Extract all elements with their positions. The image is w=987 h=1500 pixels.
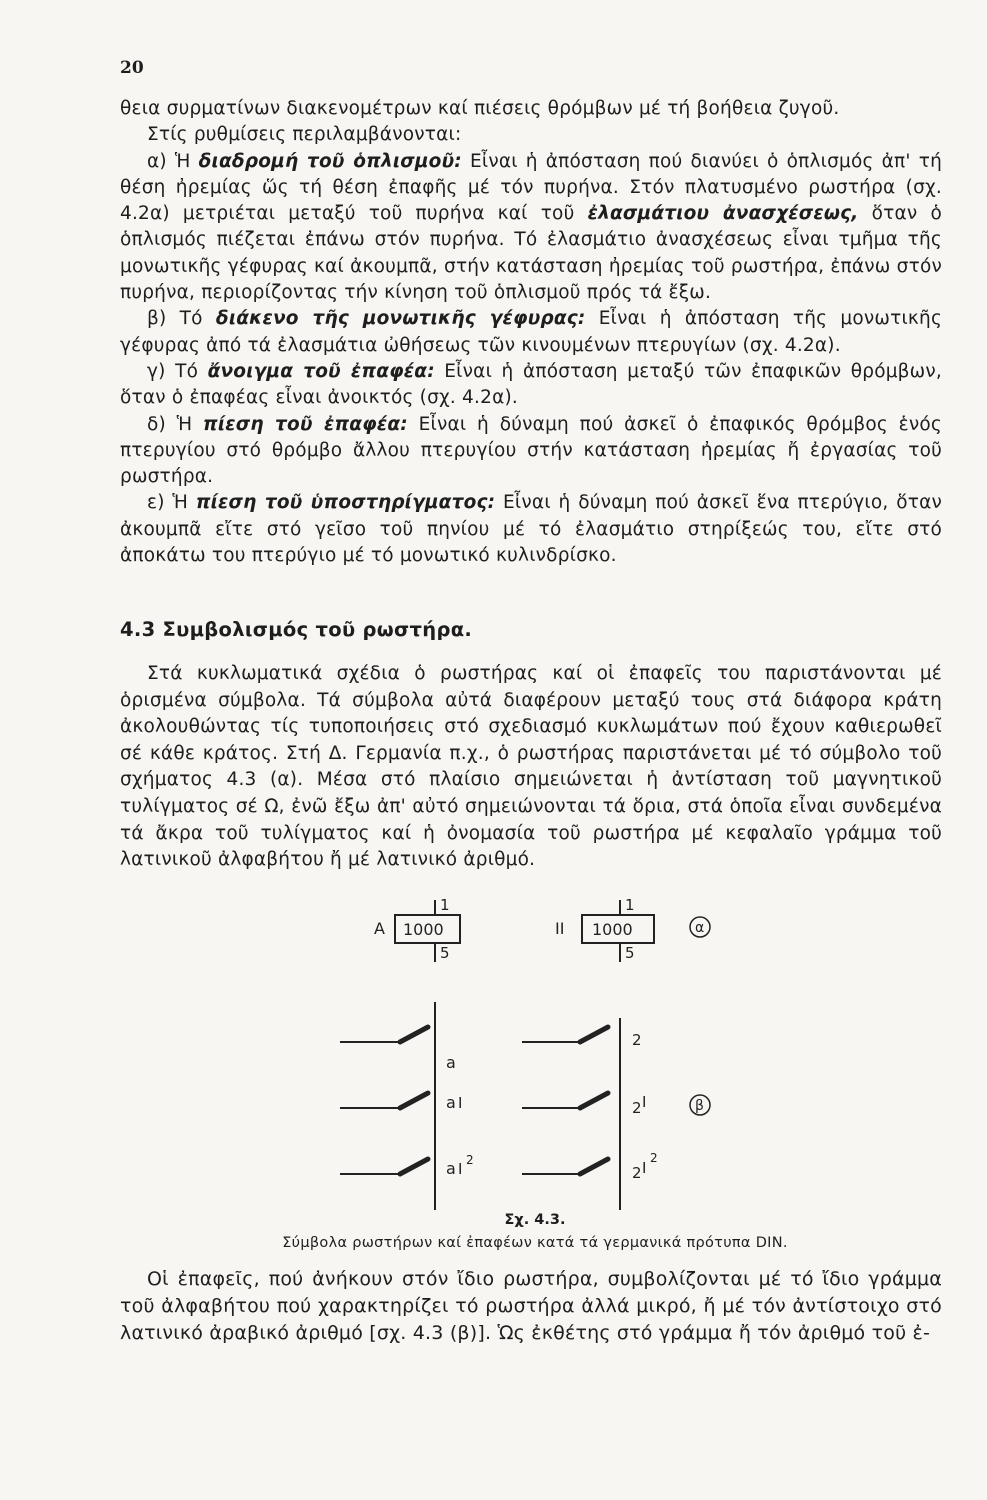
contact-b2-label: 2 [632, 1099, 642, 1117]
contact-a3-label: a [446, 1159, 456, 1178]
settings-list [120, 96, 942, 569]
term-stop-spring: ἐλασμάτιου ἀνασχέσεως, [587, 203, 859, 225]
figure-caption: Σύμβολα ρωστήρων καί ἐπαφέων κατά τά γερμανικά πρότυπα DIN. [282, 1235, 788, 1251]
list-item-contact-pressure: δ) Ἡ πίεση τοῦ ἐπαφέα: Εἶναι ἡ δύναμη πού ἀσκεῖ ὁ ἐπαφικός θρόμβος ἑνός πτερυγίου στό θρόμβο ἄλλου πτερυγίου στήν κατάσταση ἠρεμίας ἤ ἐργασίας τοῦ ρωστήρα. [120, 413, 942, 488]
section-paragraph: Στά κυκλωματικά σχέδια ὁ ρωστήρας καί οἱ ἐπαφεῖς του παριστάνονται μέ ὁρισμένα σύμβολα. Τά σύμβολα αὐτά διαφέρουν μεταξύ τους στά διάφορα κράτη ἀκολουθώντας τίς τυποποιήσεις στό σχεδιασμό κυκλωμάτων πού ἔχουν καθιερωθεῖ σέ κάθε κράτος. Στή Δ. Γερμανία π.χ., ὁ ρωστήρας παριστάνεται μέ τό σύμβολο τοῦ σχήματος 4.3 (α). Μέσα στό πλαίσιο σημειώνεται ἡ ἀντίσταση τοῦ μαγνητικοῦ τυλίγματος σέ Ω, ἐνῶ ἔξω ἀπ' αὐτό σημειώνονται τά ὅρια, στά ὁποῖα εἶναι συνδεμένα τά ἄκρα τοῦ τυλίγματος καί ἡ ὀνομασία τοῦ ρωστήρα μέ κεφαλαῖο γράμμα τοῦ λατινικοῦ ἀλφαβήτου ἤ μέ λατινικό ἀριθμό. [120, 663, 942, 871]
contact-b3-label: 2 [632, 1164, 642, 1182]
relay-b-top-pin: 1 [625, 896, 635, 914]
contact-b1-blade [580, 1027, 608, 1042]
relay-a-bottom-pin: 5 [440, 944, 450, 962]
relay-b-value: 1000 [592, 920, 633, 939]
relay-b-bottom-pin: 5 [625, 944, 635, 962]
list-item-gap: β) Τό διάκενο τῆς μονωτικῆς γέφυρας: Εἶναι ἡ ἀπόσταση τῆς μονωτικῆς γέφυρας ἀπό τά ἐλασμάτια ὠθήσεως τῶν κινουμένων πτερυγίων (σχ. 4.2α). [120, 308, 943, 356]
contact-b2-index: I [642, 1093, 647, 1111]
contact-b2-blade [580, 1093, 608, 1108]
contact-b1-label: 2 [632, 1031, 642, 1049]
term-support-pressure: πίεση τοῦ ὑποστηρίγματος: [195, 492, 496, 514]
figure-title: Σχ. 4.3. [504, 1212, 566, 1228]
relay-a-value: 1000 [403, 920, 444, 939]
list-item-travel: α) Ἡ διαδρομή τοῦ ὁπλισμοῦ: Εἶναι ἡ ἀπόσταση πού διανύει ὁ ὁπλισμός ἀπ' τή θέση ἠρεμίας ὥς τή θέση ἐπαφῆς μέ τόν πυρήνα. Στόν πλατυσμένο ρωστήρα (σχ. 4.2α) μετριέται μεταξύ τοῦ πυρήνα καί τοῦ ἐλασμάτιου ἀνασχέσεως, ὅταν ὁ ὁπλισμός πιέζεται ἐπάνω στόν πυρήνα. Τό ἐλασμάτιο ἀνασχέσεως εἶναι τμῆμα τῆς μονωτικῆς γέφυρας καί ἀκουμπᾶ, στήν κατάσταση ἠρεμίας τοῦ ρωστήρα, ἐπάνω στόν πυρήνα, περιορίζοντας τήν κίνηση τοῦ ὁπλισμοῦ πρός τά ἔξω. [120, 150, 943, 304]
contact-a1-label: a [446, 1053, 456, 1072]
list-item-support-pressure: ε) Ἡ πίεση τοῦ ὑποστηρίγματος: Εἶναι ἡ δύναμη πού ἀσκεῖ ἕνα πτερύγιο, ὅταν ἀκουμπᾶ εἴτε στό γεῖσο τοῦ πηνίου μέ τό ἐλασμάτιο στηρίξεώς του, εἴτε στό ἀποκάτω του πτερύγιο μέ τό μονωτικό κυλινδρίσκο. [120, 492, 943, 567]
contact-b3-blade [580, 1159, 608, 1174]
contact-a2-label: a [446, 1093, 456, 1112]
contact-a2-index: I [458, 1094, 463, 1112]
contact-b3-index: I [642, 1159, 647, 1177]
closing-paragraph: Οἱ ἐπαφεῖς, πού ἀνήκουν στόν ἴδιο ρωστήρα, συμβολίζονται μέ τό ἴδιο γράμμα τοῦ ἀλφαβήτου πού χαρακτηρίζει τό ρωστήρα ἀλλά μικρό, ἤ μέ τόν ἀντίστοιχο στό λατινικό ἀραβικό ἀριθμό [σχ. 4.3 (β)]. Ὡς ἐκθέτης στό γράμμα ἤ τόν ἀριθμό τοῦ ἐ- [120, 1268, 942, 1344]
relay-a-label: A [374, 919, 385, 938]
term-opening: ἄνοιγμα τοῦ ἐπαφέα: [207, 360, 435, 382]
contact-a3-blade [400, 1159, 428, 1174]
list-item-opening: γ) Τό ἄνοιγμα τοῦ ἐπαφέα: Εἶναι ἡ ἀπόσταση μεταξύ τῶν ἐπαφικῶν θρόμβων, ὅταν ὁ ἐπαφέας εἶναι ἀνοικτός (σχ. 4.2α). [120, 360, 942, 409]
relay-b-label: II [555, 919, 565, 938]
closing-body [120, 1266, 942, 1347]
figure-relay-symbols [300, 880, 750, 1260]
tag-alpha: α [695, 920, 705, 936]
tag-beta: β [695, 1098, 704, 1114]
relay-symbol-drawing [300, 880, 750, 1210]
contact-a2-blade [400, 1093, 428, 1108]
contact-b3-exponent: 2 [650, 1151, 658, 1165]
contact-a3-index: I [458, 1160, 463, 1178]
page-number: 20 [120, 58, 144, 78]
term-contact-pressure: πίεση τοῦ ἐπαφέα: [203, 413, 408, 435]
relay-a-top-pin: 1 [440, 896, 450, 914]
contact-a1-blade [400, 1027, 428, 1042]
section-heading: 4.3 Συμβολισμός τοῦ ρωστήρα. [120, 618, 473, 641]
term-gap: διάκενο τῆς μονωτικῆς γέφυρας: [215, 308, 586, 330]
section-body [120, 661, 942, 874]
intro-line: θεια συρματίνων διακενομέτρων καί πιέσεις θρόμβων μέ τή βοήθεια ζυγοῦ. [120, 98, 840, 119]
term-travel: διαδρομή τοῦ ὁπλισμοῦ: [198, 150, 462, 172]
intro-lead: Στίς ρυθμίσεις περιλαμβάνονται: [147, 124, 462, 146]
contact-a3-exponent: 2 [466, 1153, 474, 1167]
